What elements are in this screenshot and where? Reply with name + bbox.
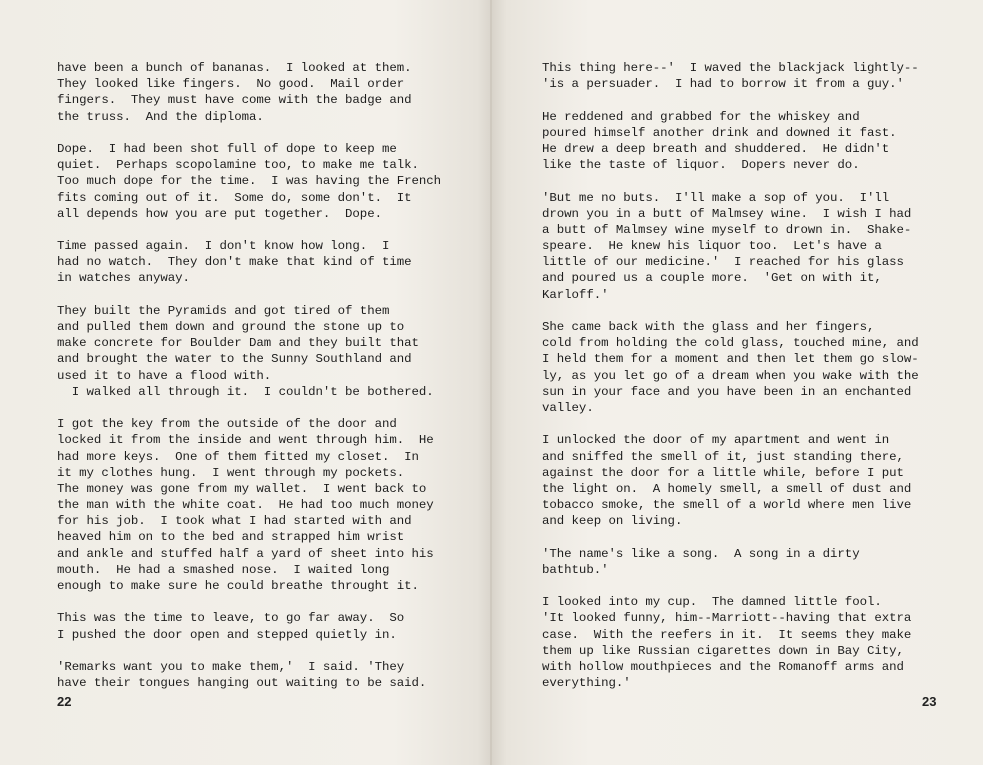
text-line: drown you in a butt of Malmsey wine. I wish I had	[542, 206, 912, 221]
text-line: bathtub.'	[542, 562, 609, 577]
text-line: 'It looked funny, him--Marriott--having that extra	[542, 611, 912, 626]
text-line: They built the Pyramids and got tired of them	[57, 303, 390, 318]
text-line: the truss. And the diploma.	[57, 109, 264, 124]
text-line: and ankle and stuffed half a yard of sheet into his	[57, 546, 434, 561]
text-line: Time passed again. I don't know how long. I	[57, 239, 390, 254]
text-line: like the taste of liquor. Dopers never do.	[542, 158, 860, 173]
text-line: and pulled them down and ground the stone up to	[57, 320, 405, 334]
text-line: heaved him on to the bed and strapped him wrist	[57, 530, 405, 545]
text-line: and keep on living.	[542, 514, 683, 529]
text-line: the light on. A homely smell, a smell of dust and	[542, 481, 912, 496]
text-line: had more keys. One of them fitted my closet. In	[57, 449, 419, 464]
text-line: tobacco smoke, the smell of a world where men live	[542, 498, 912, 513]
text-line: have been a bunch of bananas. I looked at them.	[57, 61, 412, 75]
text-line: fits coming out of it. Some do, some don't. It	[57, 190, 412, 205]
text-line: little of our medicine.' I reached for his glass	[542, 255, 904, 270]
text-line: them up like Russian cigarettes down in Bay City,	[542, 643, 904, 658]
text-line: mouth. He had a smashed nose. I waited long	[57, 562, 390, 577]
text-line: They looked like fingers. No good. Mail order	[57, 77, 405, 92]
left-page-number: 22	[57, 694, 72, 709]
text-line: used it to have a flood with.	[57, 368, 272, 383]
text-line: I held them for a moment and then let them go slow-	[542, 352, 919, 367]
text-line: for his job. I took what I had started with and	[57, 514, 412, 529]
text-line: had no watch. They don't make that kind of time	[57, 255, 412, 270]
paragraph-gap	[542, 416, 919, 432]
text-line: He drew a deep breath and shuddered. He didn't	[542, 141, 890, 156]
text-line: I walked all through it. I couldn't be bothered.	[57, 384, 434, 399]
right-page-number: 23	[922, 694, 937, 709]
paragraph-gap	[542, 92, 919, 108]
text-line: 'is a persuader. I had to borrow it from a guy.'	[542, 77, 904, 92]
text-line: 'The name's like a song. A song in a dirty	[542, 546, 860, 561]
text-line: This was the time to leave, to go far away. So	[57, 611, 405, 626]
paragraph-gap	[542, 173, 919, 189]
text-line: I looked into my cup. The damned little fool.	[542, 595, 882, 610]
text-line: Dope. I had been shot full of dope to keep me	[57, 141, 397, 156]
text-line: in watches anyway.	[57, 271, 190, 286]
text-line: sun in your face and you have been in an enchanted	[542, 384, 912, 399]
text-line: and brought the water to the Sunny Southland and	[57, 352, 412, 367]
text-line: locked it from the inside and went through him. He	[57, 433, 434, 448]
paragraph-gap	[57, 125, 441, 141]
text-line: everything.'	[542, 676, 631, 691]
text-line: all depends how you are put together. Dope.	[57, 206, 382, 221]
text-line: valley.	[542, 400, 594, 415]
text-line: The money was gone from my wallet. I went back to	[57, 481, 427, 496]
text-line: Karloff.'	[542, 287, 609, 302]
text-line: She came back with the glass and her fingers,	[542, 320, 875, 334]
text-line: enough to make sure he could breathe throught it.	[57, 579, 419, 593]
paragraph-gap	[542, 578, 919, 594]
text-line: Too much dope for the time. I was having the French	[57, 174, 442, 189]
text-line: 'But me no buts. I'll make a sop of you. I'll	[542, 190, 890, 205]
text-line: speare. He knew his liquor too. Let's have a	[542, 239, 882, 254]
text-line: and sniffed the smell of it, just standing there,	[542, 449, 904, 464]
text-line: have their tongues hanging out waiting to be said.	[57, 676, 427, 691]
text-line: poured himself another drink and downed it fast.	[542, 125, 897, 140]
text-line: quiet. Perhaps scopolamine too, to make me talk.	[57, 158, 419, 173]
text-line: I got the key from the outside of the door and	[57, 417, 397, 432]
paragraph-gap	[57, 287, 441, 303]
text-line: ly, as you let go of a dream when you wake with the	[542, 368, 919, 383]
left-page-text	[57, 60, 441, 691]
text-line: the man with the white coat. He had too much money	[57, 498, 434, 513]
text-line: I unlocked the door of my apartment and went in	[542, 433, 890, 448]
text-line: a butt of Malmsey wine myself to drown in. Shake-	[542, 222, 912, 237]
paragraph-gap	[542, 303, 919, 319]
paragraph-gap	[57, 594, 441, 610]
right-page	[492, 0, 983, 765]
paragraph-gap	[542, 529, 919, 545]
text-line: He reddened and grabbed for the whiskey and	[542, 109, 860, 124]
text-line: 'Remarks want you to make them,' I said. 'They	[57, 659, 405, 674]
text-line: I pushed the door open and stepped quietly in.	[57, 627, 397, 642]
text-line: against the door for a little while, before I put	[542, 465, 904, 480]
text-line: case. With the reefers in it. It seems they make	[542, 627, 912, 642]
text-line: it my clothes hung. I went through my pockets.	[57, 465, 405, 480]
text-line: This thing here--' I waved the blackjack lightly--	[542, 61, 919, 75]
paragraph-gap	[57, 643, 441, 659]
paragraph-gap	[57, 400, 441, 416]
text-line: fingers. They must have come with the badge and	[57, 93, 412, 108]
right-page-text	[542, 60, 919, 691]
text-line: and poured us a couple more. 'Get on with it,	[542, 271, 882, 286]
text-line: make concrete for Boulder Dam and they built that	[57, 336, 419, 351]
text-line: with hollow mouthpieces and the Romanoff arms and	[542, 659, 904, 674]
paragraph-gap	[57, 222, 441, 238]
text-line: cold from holding the cold glass, touched mine, and	[542, 336, 919, 351]
